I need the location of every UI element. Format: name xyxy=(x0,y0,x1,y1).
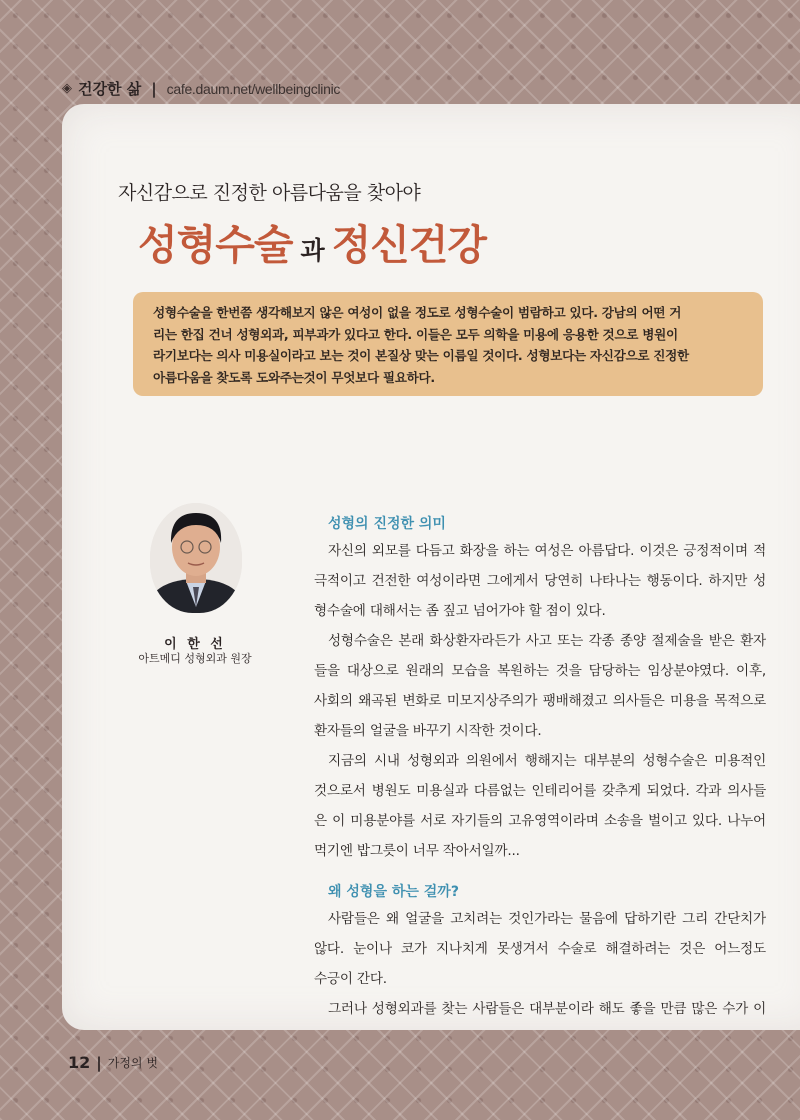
text-line: 형수술에 대해서는 좀 짚고 넘어가야 할 점이 있다. xyxy=(314,603,606,619)
article-subtitle: 자신감으로 진정한 아름다움을 찾아야 xyxy=(118,182,421,204)
text-line: 성형수술은 본래 화상환자라든가 사고 또는 각종 종양 절제술을 받은 환자 xyxy=(328,633,766,649)
lead-box xyxy=(133,292,763,396)
cafe-url: cafe.daum.net/wellbeingclinic xyxy=(166,80,341,97)
section-heading: 성형의 진정한 의미 xyxy=(328,516,446,532)
text-line: 먹기엔 밥그릇이 너무 작아서일까... xyxy=(314,843,520,859)
lead-line: 성형수술을 한번쯤 생각해보지 않은 여성이 없을 정도로 성형수술이 범람하고 있다. 강남의 어떤 거 xyxy=(153,305,682,320)
article-body xyxy=(314,512,766,1024)
text-line: 극적이고 건전한 여성이라면 그에게서 당연히 나타나는 행동이다. 하지만 성 xyxy=(314,573,766,589)
text-line: 사회의 왜곡된 변화로 미모지상주의가 팽배해졌고 의사들은 미용을 목적으로 xyxy=(314,693,766,709)
text-line: 지금의 시내 성형외과 의원에서 행해지는 대부분의 성형수술은 미용적인 xyxy=(328,753,766,769)
title-conjunction: 과 xyxy=(300,236,324,265)
page-footer xyxy=(68,1053,158,1072)
diamond-ornament-icon: ◈ xyxy=(62,81,72,96)
article-title xyxy=(138,212,486,271)
section-heading: 왜 성형을 하는 걸까? xyxy=(328,884,459,900)
text-line: 않다. 눈이나 코가 지나치게 못생겨서 수술로 해결하려는 것은 어느정도 xyxy=(314,941,766,957)
lead-line: 라기보다는 의사 미용실이라고 보는 것이 본질상 맞는 이름일 것이다. 성형보다는 자신감으로 진정한 xyxy=(153,348,689,363)
text-line: 것으로서 병원도 미용실과 다름없는 인테리어를 갖추게 되었다. 각과 의사들 xyxy=(314,783,766,799)
section-name: 건강한 삶 xyxy=(78,80,142,98)
title-part2: 정신건강 xyxy=(331,221,487,269)
magazine-name: 가정의 벗 xyxy=(107,1056,158,1070)
author-title: 아트메디 성형외과 원장 xyxy=(138,652,252,665)
page-number: 12 xyxy=(68,1053,91,1072)
author-name: 이 한 선 xyxy=(164,637,226,652)
footer-separator: | xyxy=(96,1053,102,1072)
lead-line: 리는 한집 건너 성형외과, 피부과가 있다고 한다. 이들은 모두 의학을 미용에 응용한 것으로 병원이 xyxy=(153,326,678,342)
section-header xyxy=(62,78,340,99)
text-line: 사람들은 왜 얼굴을 고치려는 것인가라는 물음에 답하기란 그리 간단치가 xyxy=(328,911,766,927)
text-line: 자신의 외모를 다듬고 화장을 하는 여성은 아름답다. 이것은 긍정적이며 적 xyxy=(328,543,766,559)
text-line: 수긍이 간다. xyxy=(314,971,387,987)
lead-line: 아름다움을 찾도록 도와주는것이 무엇보다 필요하다. xyxy=(153,369,435,385)
title-part1: 성형수술 xyxy=(138,221,293,269)
author-photo xyxy=(150,503,242,613)
text-line: 은 이 미용분야를 서로 자기들의 고유영역이라며 소송을 벌이고 있다. 나누어 xyxy=(314,813,766,829)
text-line: 환자들의 얼굴을 바꾸기 시작한 것이다. xyxy=(314,723,542,739)
text-line: 들을 대상으로 원래의 모습을 복원하는 것을 담당하는 임상분야였다. 이후, xyxy=(314,663,766,679)
text-line: 그러나 성형외과를 찾는 사람들은 대부분이라 해도 좋을 만큼 많은 수가 이 xyxy=(328,1001,766,1017)
header-separator: | xyxy=(151,79,157,98)
